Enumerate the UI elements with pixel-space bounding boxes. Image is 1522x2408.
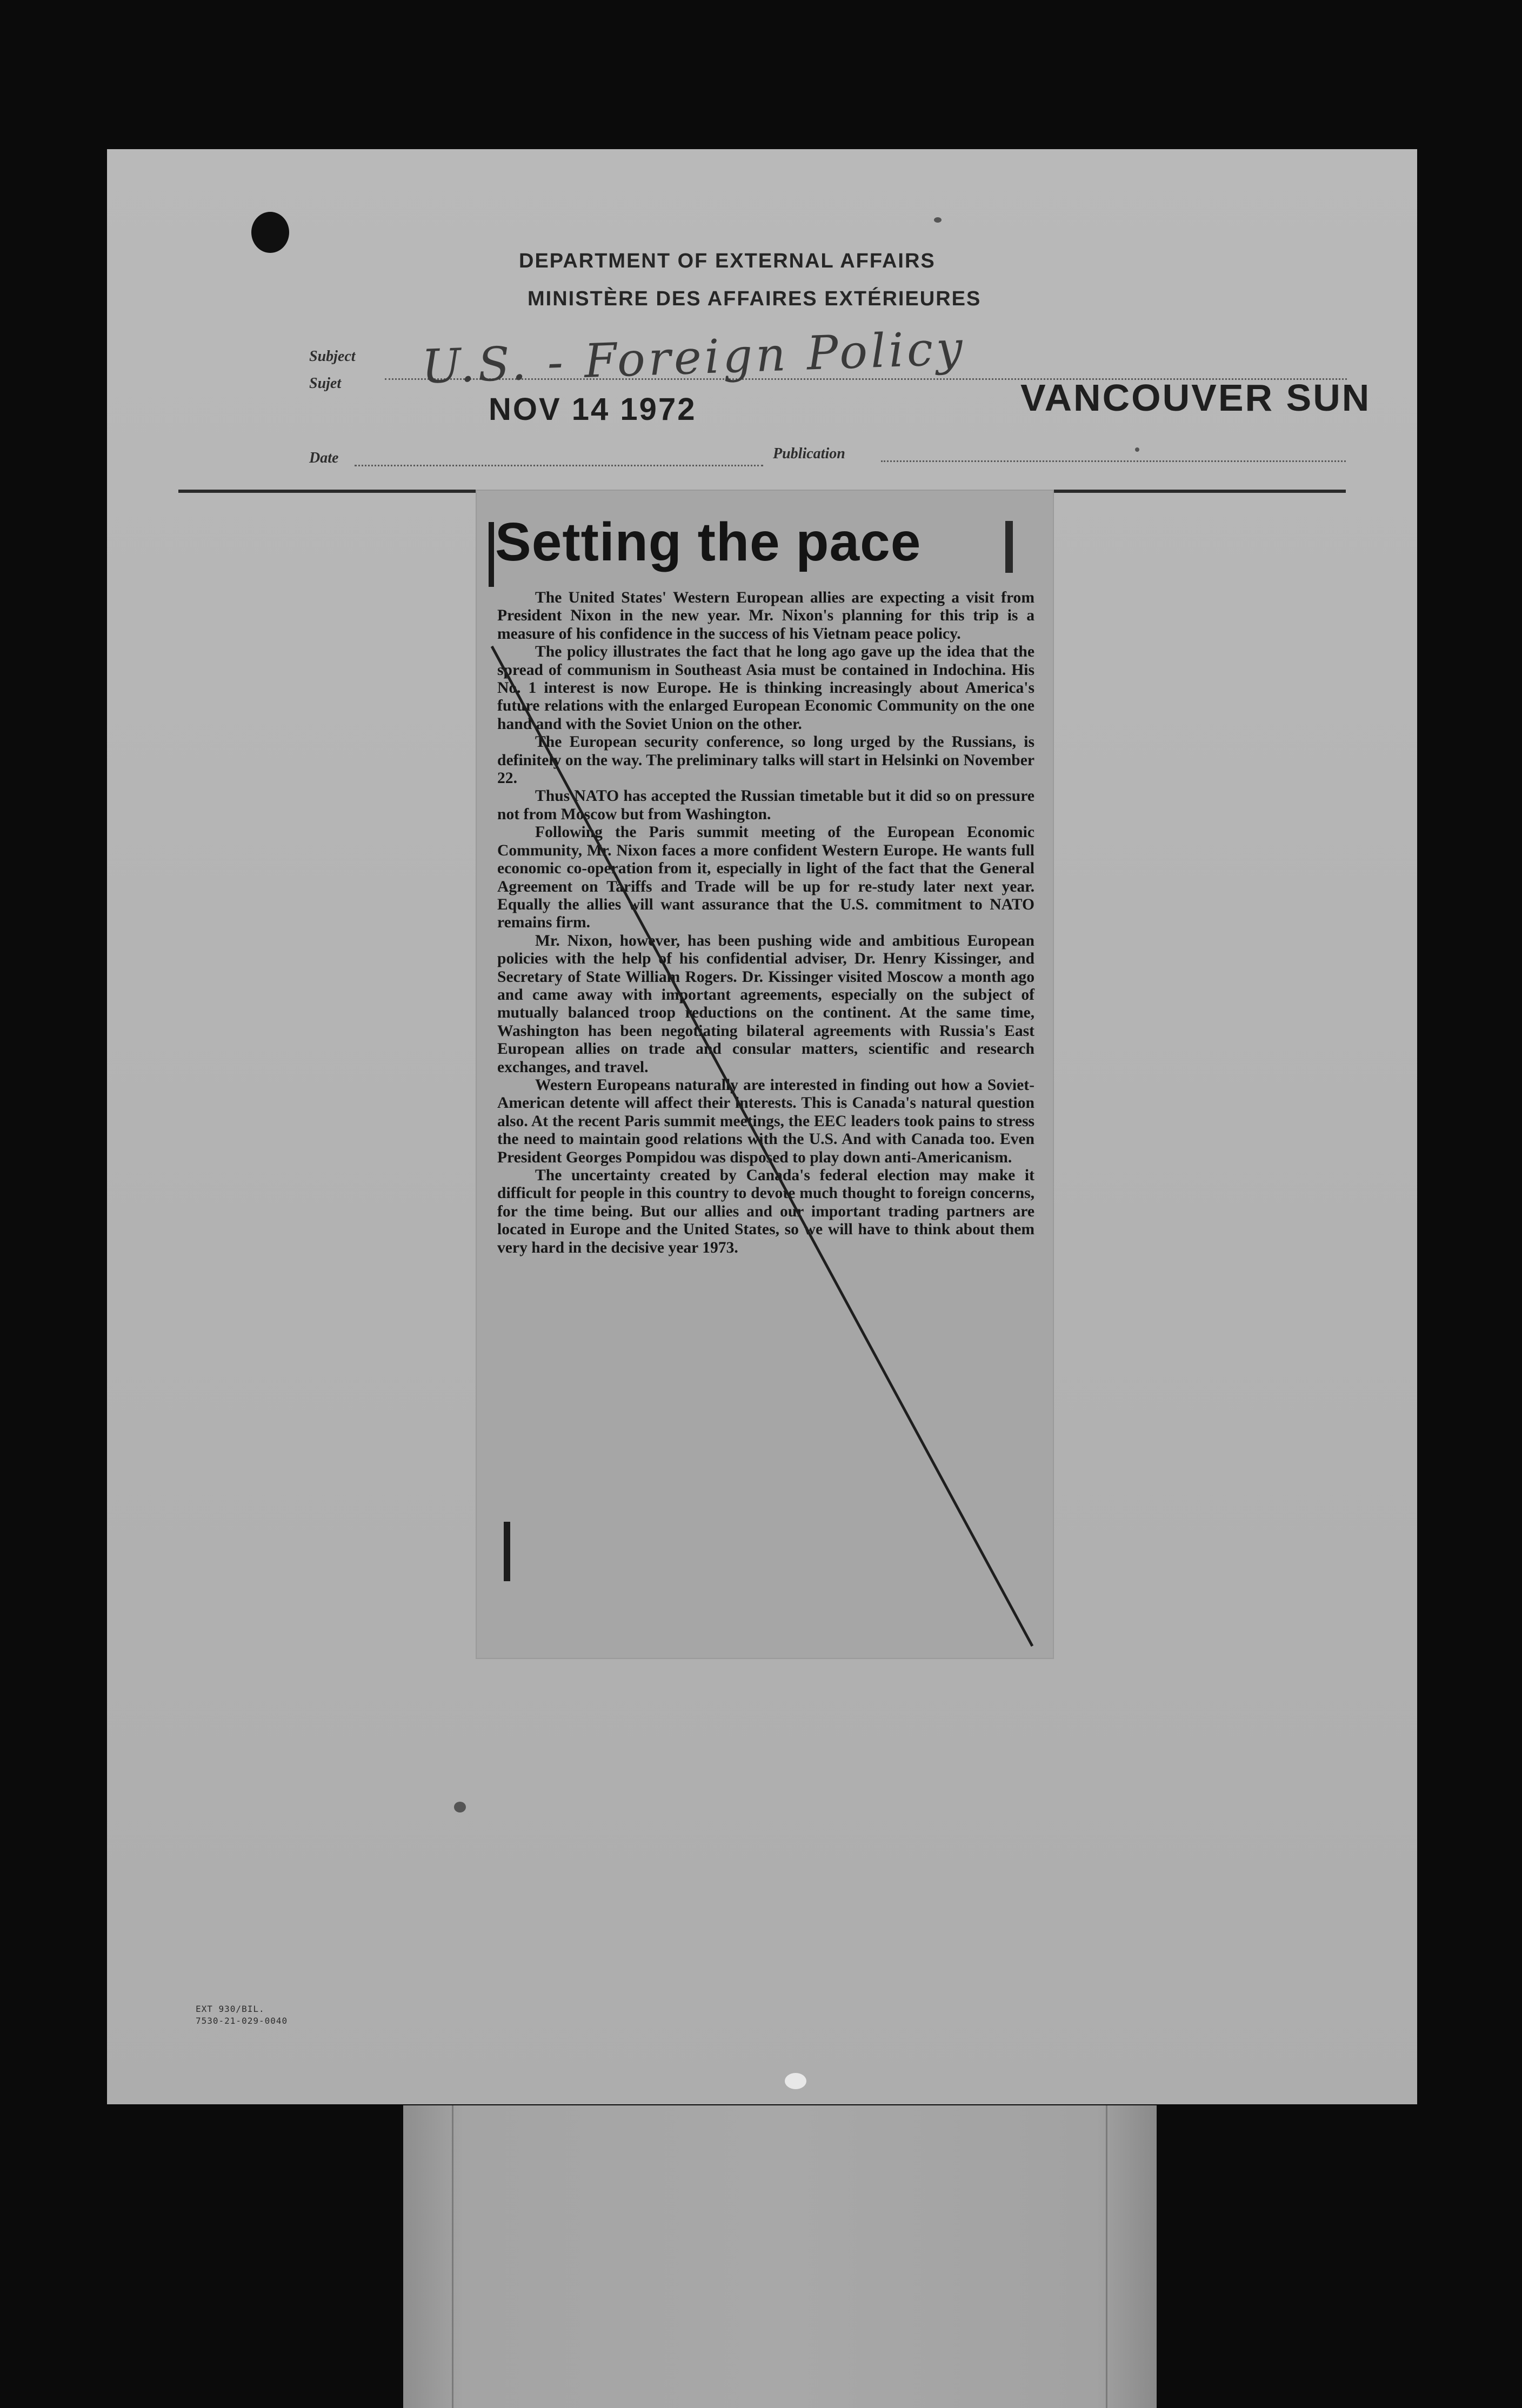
page-edge [452, 2105, 453, 2408]
subject-handwritten-value: U.S. - Foreign Policy [420, 321, 967, 394]
paragraph: The United States' Western European allies are expecting a visit from President Nixon in the new year. Mr. Nixon's planning for this trip is a measure of his confidence in the success of his Vietnam peace policy. [497, 589, 1034, 643]
letterhead-english: DEPARTMENT OF EXTERNAL AFFAIRS [519, 250, 936, 272]
date-stamp: NOV 14 1972 [489, 392, 697, 427]
form-code-line-1: EXT 930/BIL. [196, 2004, 265, 2014]
date-line [355, 465, 763, 466]
subject-label: Subject [309, 348, 356, 365]
paragraph: Thus NATO has accepted the Russian timetable but it did so on pressure not from Moscow but from Washington. [497, 787, 1034, 823]
form-code-line-2: 7530-21-029-0040 [196, 2016, 288, 2026]
speck [454, 1802, 466, 1812]
clipping-headline: Setting the pace [495, 512, 922, 572]
paragraph: The European security conference, so long urged by the Russians, is definitely on the way. The preliminary talks will start in Helsinki on November 22. [497, 733, 1034, 787]
punch-hole [251, 212, 289, 253]
speck [785, 2073, 806, 2089]
letterhead-french: MINISTÈRE DES AFFAIRES EXTÉRIEURES [528, 287, 982, 310]
publication-label: Publication [773, 445, 845, 462]
page-edge [1106, 2105, 1107, 2408]
publication-stamp: VANCOUVER SUN [1020, 377, 1371, 419]
paragraph: The policy illustrates the fact that he long ago gave up the idea that the spread of communism in Southeast Asia must be contained in Indochina. His No. 1 interest is now Europe. He is thinking increasingly about America's future relations with the enlarged European Economic Community on the one hand and with the Soviet Union on the other. [497, 643, 1034, 733]
sujet-label: Sujet [309, 375, 342, 392]
underlying-page [403, 2105, 1157, 2408]
date-label: Date [309, 450, 339, 466]
newspaper-clipping [476, 490, 1054, 1659]
speck [1135, 447, 1139, 452]
speck [934, 217, 942, 223]
publication-line [881, 460, 1346, 462]
paragraph: Following the Paris summit meeting of the European Economic Community, Mr. Nixon faces a more confident Western Europe. He wants full economic co-operation from it, especially in light of the fact that the General Agreement on Tariffs and Trade will be up for re-study later next year. Equally the allies will want assurance that the U.S. commitment to NATO remains firm. [497, 824, 1034, 932]
paragraph: Mr. Nixon, however, has been pushing wide and ambitious European policies with the help of his confidential adviser, Dr. Henry Kissinger, and Secretary of State William Rogers. Dr. Kissinger visited Moscow a month ago and came away with important agreements, especially on the subject of mutually balanced troop reductions on the continent. At the same time, Washington has been negotiating bilateral agreements with Russia's East European allies on trade and consular matters, scientific and research exchanges, and travel. [497, 932, 1034, 1076]
paragraph: Western Europeans naturally are interested in finding out how a Soviet-American detente will affect their interests. This is Canada's natural question also. At the recent Paris summit meetings, the EEC leaders took pains to stress the need to maintain good relations with the U.S. And with Canada too. Even President Georges Pompidou was disposed to play down anti-Americanism. [497, 1076, 1034, 1166]
diagonal-pencil-mark [476, 490, 1054, 1659]
paragraph: The uncertainty created by Canada's federal election may make it difficult for people in this country to devote much thought to foreign concerns, for the time being. But our allies and our important trading partners are located in Europe and the United States, so we will have to think about them very hard in the decisive year 1973. [497, 1167, 1034, 1256]
